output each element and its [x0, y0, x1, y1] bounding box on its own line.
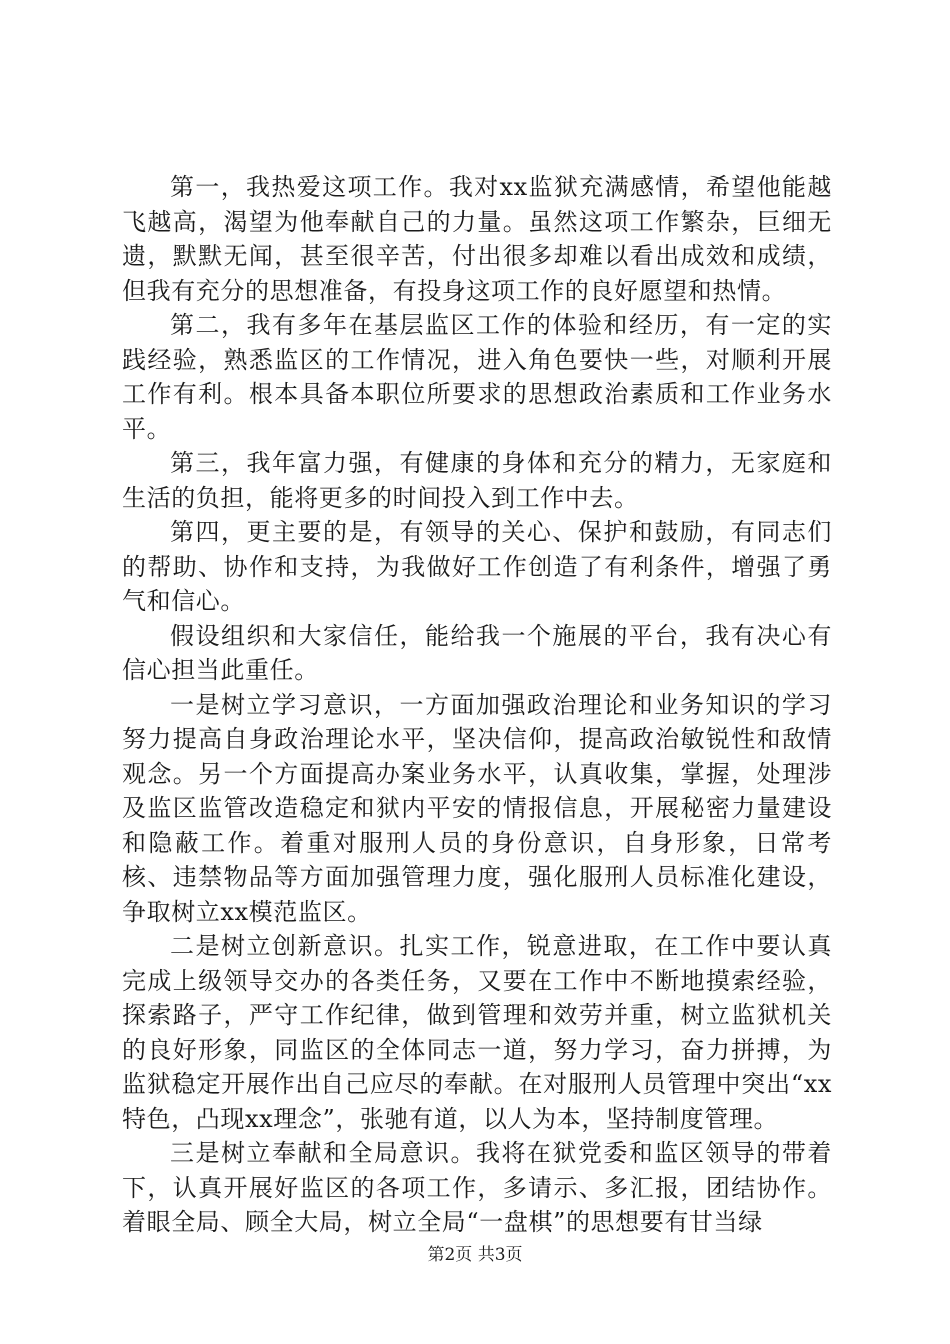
paragraph-6: 一是树立学习意识，一方面加强政治理论和业务知识的学习努力提高自身政治理论水平，坚决信仰，提高政治敏锐性和敌情观念。另一个方面提高办案业务水平，认真收集，掌握，处理涉及监区监管改造稳定和狱内平安的情报信息，开展秘密力量建设和隐蔽工作。着重对服刑人员的身份意识，自身形象，日常考核、违禁物品等方面加强管理力度，强化服刑人员标准化建设，争取树立xx模范监区。: [122, 690, 832, 926]
page-footer: [0, 1240, 950, 1265]
page-number-label: 第2页 共3页: [427, 1245, 523, 1265]
paragraph-1: 第一，我热爱这项工作。我对xx监狱充满感情，希望他能越飞越高，渴望为他奉献自己的力量。虽然这项工作繁杂，巨细无遗，默默无闻，甚至很辛苦，付出很多却难以看出成效和成绩，但我有充分的思想准备，有投身这项工作的良好愿望和热情。: [122, 173, 832, 305]
paragraph-2: 第二，我有多年在基层监区工作的体验和经历，有一定的实践经验，熟悉监区的工作情况，进入角色要快一些，对顺利开展工作有利。根本具备本职位所要求的思想政治素质和工作业务水平。: [122, 311, 832, 443]
document-body: [122, 170, 832, 1240]
paragraph-8: 三是树立奉献和全局意识。我将在狱党委和监区领导的带着下，认真开展好监区的各项工作，多请示、多汇报，团结协作。着眼全局、顾全大局，树立全局“一盘棋”的思想要有甘当绿: [122, 1139, 832, 1236]
paragraph-4: 第四，更主要的是，有领导的关心、保护和鼓励，有同志们的帮助、协作和支持，为我做好工作创造了有利条件，增强了勇气和信心。: [122, 518, 832, 615]
paragraph-3: 第三，我年富力强，有健康的身体和充分的精力，无家庭和生活的负担，能将更多的时间投入到工作中去。: [122, 449, 832, 512]
paragraph-7: 二是树立创新意识。扎实工作，锐意进取，在工作中要认真完成上级领导交办的各类任务，又要在工作中不断地摸索经验，探索路子，严守工作纪律，做到管理和效劳并重，树立监狱机关的良好形象，同监区的全体同志一道，努力学习，奋力拼搏，为监狱稳定开展作出自己应尽的奉献。在对服刑人员管理中突出“xx特色，凸现xx理念”，张驰有道，以人为本，坚持制度管理。: [122, 932, 832, 1133]
paragraph-5: 假设组织和大家信任，能给我一个施展的平台，我有决心有信心担当此重任。: [122, 621, 832, 684]
